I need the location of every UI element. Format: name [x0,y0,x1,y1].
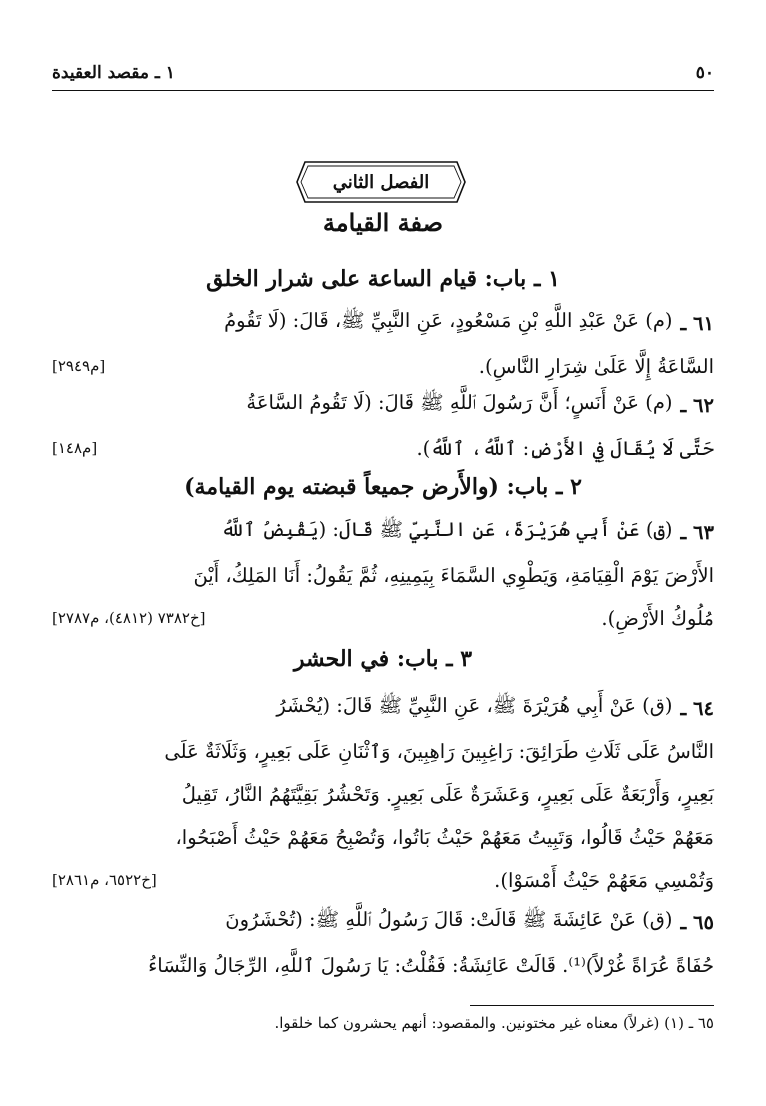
text-line [52,774,714,814]
hadith-text: (ق) عَنْ أَبِي هُرَيْرَةَ ﷺ، عَنِ النَّبِيِّ ﷺ قَالَ: (يُحْشَرُ [276,694,673,717]
chapter-title: صفة القيامة [322,208,444,237]
hadith-text: مُلُوكُ الأَرْضِ). [601,606,714,630]
page-number: ٥٠ [695,63,714,83]
hadith-text: حُفَاةً عُرَاةً غُرْلاً)⁽¹⁾. قَالَتْ عَائِشَةُ: فَقُلْتُ: يَا رَسُولَ ٱللَّهِ، الرِّجَالُ وَالنِّسَاءُ [148,953,714,977]
chapter-label: الفصل الثاني [332,171,430,193]
text-line [52,945,714,985]
hadith-text: (م) عَنْ أَنَسٍ؛ أَنَّ رَسُولَ ٱللَّهِ ﷺ قَالَ: (لَا تَقُومُ السَّاعَةُ [246,391,673,414]
source-reference: [م٢٩٤٩] [52,357,106,375]
hadith-text: حَتَّى لَا يُقَالَ فِي الأَرْضِ: ٱللَّهُ، ٱللَّهُ). [416,436,714,460]
chapter-label-frame [293,160,469,204]
text-line [52,902,714,942]
hadith-text: (ق) عَنْ أَبِي هُرَيْرَةَ، عَنِ النَّبِيِّ ﷺ قَالَ: (يَقْبِضُ ٱللَّهُ [221,518,673,541]
text-line [52,346,714,386]
section-heading: ١ ـ باب: قيام الساعة على شرار الخلق [206,266,560,292]
footnote-divider [470,1005,714,1006]
running-title: ١ ـ مقصد العقيدة [52,63,175,83]
hadith-text: الأَرْضَ يَوْمَ الْقِيَامَةِ، وَيَطْوِي السَّمَاءَ بِيَمِينِهِ، ثُمَّ يَقُولُ: أَنَا المَلِكُ، أَيْنَ [193,563,714,587]
hadith-number: ٦٥ ـ [680,910,714,934]
hadith-number: ٦٣ ـ [680,520,714,544]
text-line [52,428,714,468]
page-header [52,58,714,88]
text-line [52,512,714,552]
hadith-number: ٦٤ ـ [680,696,714,720]
hadith-number: ٦٢ ـ [680,393,714,417]
source-reference: [خ٦٥٢٢، م٢٨٦١] [52,871,157,889]
hadith-text: وَتُمْسِي مَعَهُمْ حَيْثُ أَمْسَوْا). [494,868,714,892]
hadith-text: السَّاعَةُ إِلَّا عَلَىٰ شِرَارِ النَّاسِ). [478,354,714,378]
source-reference: [خ٧٣٨٢ (٤٨١٢)، م٢٧٨٧] [52,609,206,627]
hadith-text: مَعَهُمْ حَيْثُ قَالُوا، وَتَبِيتُ مَعَهُمْ حَيْثُ بَاتُوا، وَتُصْبِحُ مَعَهُمْ حَيْثُ أَصْبَحُوا، [175,825,714,849]
text-line [52,860,714,900]
hadith-text: (م) عَنْ عَبْدِ اللَّهِ بْنِ مَسْعُودٍ، عَنِ النَّبِيِّ ﷺ، قَالَ: (لَا تَقُومُ [224,309,673,332]
text-line [52,817,714,857]
text-line [52,688,714,728]
source-reference: [م١٤٨] [52,439,98,457]
hadith-number: ٦١ ـ [680,311,714,335]
hadith-text: النَّاسُ عَلَى ثَلَاثِ طَرَائِقَ: رَاغِبِينَ رَاهِبِينَ، وَٱثْنَانِ عَلَى بَعِيرٍ، وَثَلَاثَةٌ عَلَى [164,739,714,763]
section-heading: ٢ ـ باب: (والأَرض جميعاً قبضته يوم القيامة) [184,474,582,500]
footnote: ٦٥ ـ (١) (غرلاً) معناه غير مختونين. والمقصود: أنهم يحشرون كما خلقوا. [274,1014,714,1032]
text-line [52,731,714,771]
hadith-text: بَعِيرٍ، وَأَرْبَعَةٌ عَلَى بَعِيرٍ، وَعَشَرَةٌ عَلَى بَعِيرٍ. وَتَحْشُرُ بَقِيَّتَهُمُ النَّارُ، تَقِيلُ [181,782,714,806]
header-divider [52,90,714,91]
hadith-text: (ق) عَنْ عَائِشَةَ ﷺ قَالَتْ: قَالَ رَسُولُ ٱللَّهِ ﷺ: (تُحْشَرُونَ [225,908,673,931]
section-heading: ٣ ـ باب: في الحشر [293,646,473,672]
text-line [52,598,714,638]
text-line [52,555,714,595]
text-line [52,385,714,425]
text-line [52,303,714,343]
